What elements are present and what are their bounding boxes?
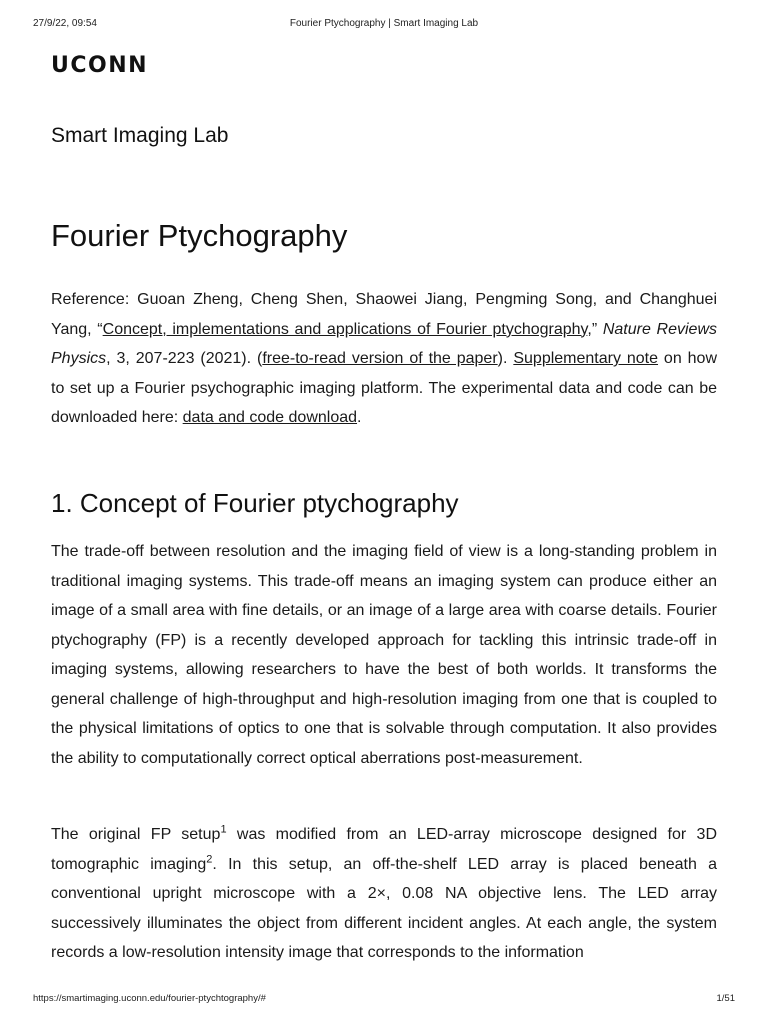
paragraph-text: was modified from an LED-array microscope designed for 3D tomographic imaging	[51, 826, 717, 873]
journal-name: Nature Reviews Physics	[51, 320, 718, 367]
reference-prefix: Reference: Guoan Zheng, Cheng Shen, Shaowei Jiang, Pengming Song, and Changhuei Yang, “	[51, 291, 717, 338]
page-title: Fourier Ptychography	[51, 218, 348, 253]
print-page-title: Fourier Ptychography | Smart Imaging Lab	[289, 18, 479, 29]
reference-text: ).	[497, 350, 514, 367]
print-footer	[33, 993, 735, 1007]
paragraph-text: . In this setup, an off-the-shelf LED array is placed beneath a conventional upright microscope with a 2×, 0.08 NA objective lens. The LED array successively illuminates the object from different incident angles. At each angle, the system records a low-resolution intensity image that corresponds to the information	[51, 855, 717, 961]
uconn-logo[interactable]: UCONN	[51, 53, 149, 78]
supplementary-note-link[interactable]: Supplementary note	[513, 350, 659, 367]
section-heading: 1. Concept of Fourier ptychography	[51, 488, 459, 518]
fp-setup-paragraph	[51, 820, 717, 968]
print-date: 27/9/22, 09:54	[33, 18, 97, 29]
paper-link[interactable]: Concept, implementations and applications of Fourier ptychography	[102, 320, 588, 338]
reference-paragraph	[51, 285, 717, 433]
free-paper-link[interactable]: free-to-read version of the paper	[262, 350, 498, 367]
reference-text: ,”	[587, 320, 603, 338]
print-url: https://smartimaging.uconn.edu/fourier-ptychtography/#	[33, 993, 266, 1004]
print-header	[33, 18, 735, 32]
reference-text: .	[357, 409, 362, 426]
concept-paragraph: The trade-off between resolution and the imaging field of view is a long-standing problem in traditional imaging systems. This trade-off means an imaging system can produce either an image of a small area with fine details, or an image of a large area with coarse details. Fourier ptychography (FP) is a recently developed approach for tackling this intrinsic trade-off in imaging systems, allowing researchers to have the best of both worlds. It transforms the general challenge of high-throughput and high-resolution imaging from one that is coupled to the physical limitations of optics to one that is solvable through computation. It also provides the ability to computationally correct optical aberrations post-measurement.	[51, 543, 717, 767]
reference-citation: , 3, 207-223 (2021). (	[106, 350, 263, 367]
reference-text: on how to set up a Fourier psychographic imaging platform. The experimental data and code can be downloaded here:	[51, 350, 717, 426]
data-code-download-link[interactable]: data and code download	[182, 409, 358, 426]
page-number: 1/51	[716, 993, 735, 1004]
site-name-link[interactable]: Smart Imaging Lab	[51, 124, 229, 147]
paragraph-text: The original FP setup	[51, 826, 221, 843]
footnote-ref[interactable]: 2	[206, 853, 213, 866]
footnote-ref[interactable]: 1	[220, 823, 227, 836]
